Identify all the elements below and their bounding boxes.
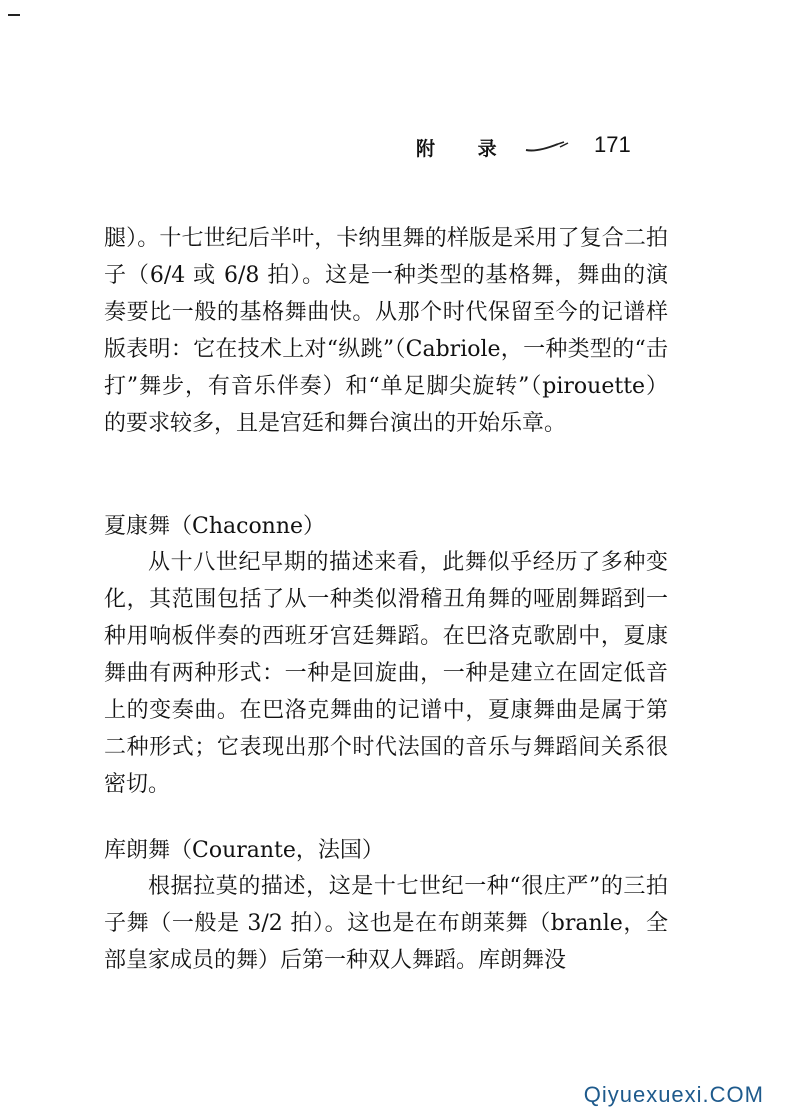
section-label: 附 录 xyxy=(416,138,515,160)
page-number: 171 xyxy=(594,132,631,157)
heading-courante: 库朗舞（Courante，法国） xyxy=(104,838,384,863)
paragraph-canari-continued: 腿）。十七世纪后半叶，卡纳里舞的样版是采用了复合二拍子（6/4 或 6/8 拍）。这是一种类型的基格舞，舞曲的演奏要比一般的基格舞曲快。从那个时代保留至今的记谱样版表明：它在技术上对“纵跳”（Cabriole，一种类型的“击打”舞步，有音乐伴奏）和“单足脚尖旋转”（pirouette）的要求较多，且是宫廷和舞台演出的开始乐章。 xyxy=(104,226,668,436)
running-header xyxy=(0,132,794,168)
corner-crop-mark xyxy=(8,14,20,16)
site-watermark: Qiyuexuexi.COM xyxy=(583,1082,764,1107)
paragraph-chaconne: 从十八世纪早期的描述来看，此舞似乎经历了多种变化，其范围包括了从一种类似滑稽丑角舞的哑剧舞蹈到一种用响板伴奏的西班牙宫廷舞蹈。在巴洛克歌剧中，夏康舞曲有两种形式：一种是回旋曲，一种是建立在固定低音上的变奏曲。在巴洛克舞曲的记谱中，夏康舞曲是属于第二种形式；它表现出那个时代法国的音乐与舞蹈间关系很密切。 xyxy=(104,550,668,797)
paragraph-courante: 根据拉莫的描述，这是十七世纪一种“很庄严”的三拍子舞（一般是 3/2 拍）。这也是在布朗莱舞（branle，全部皇家成员的舞）后第一种双人舞蹈。库朗舞没 xyxy=(104,874,668,973)
heading-chaconne: 夏康舞（Chaconne） xyxy=(104,514,326,539)
ornament-icon xyxy=(524,140,570,154)
